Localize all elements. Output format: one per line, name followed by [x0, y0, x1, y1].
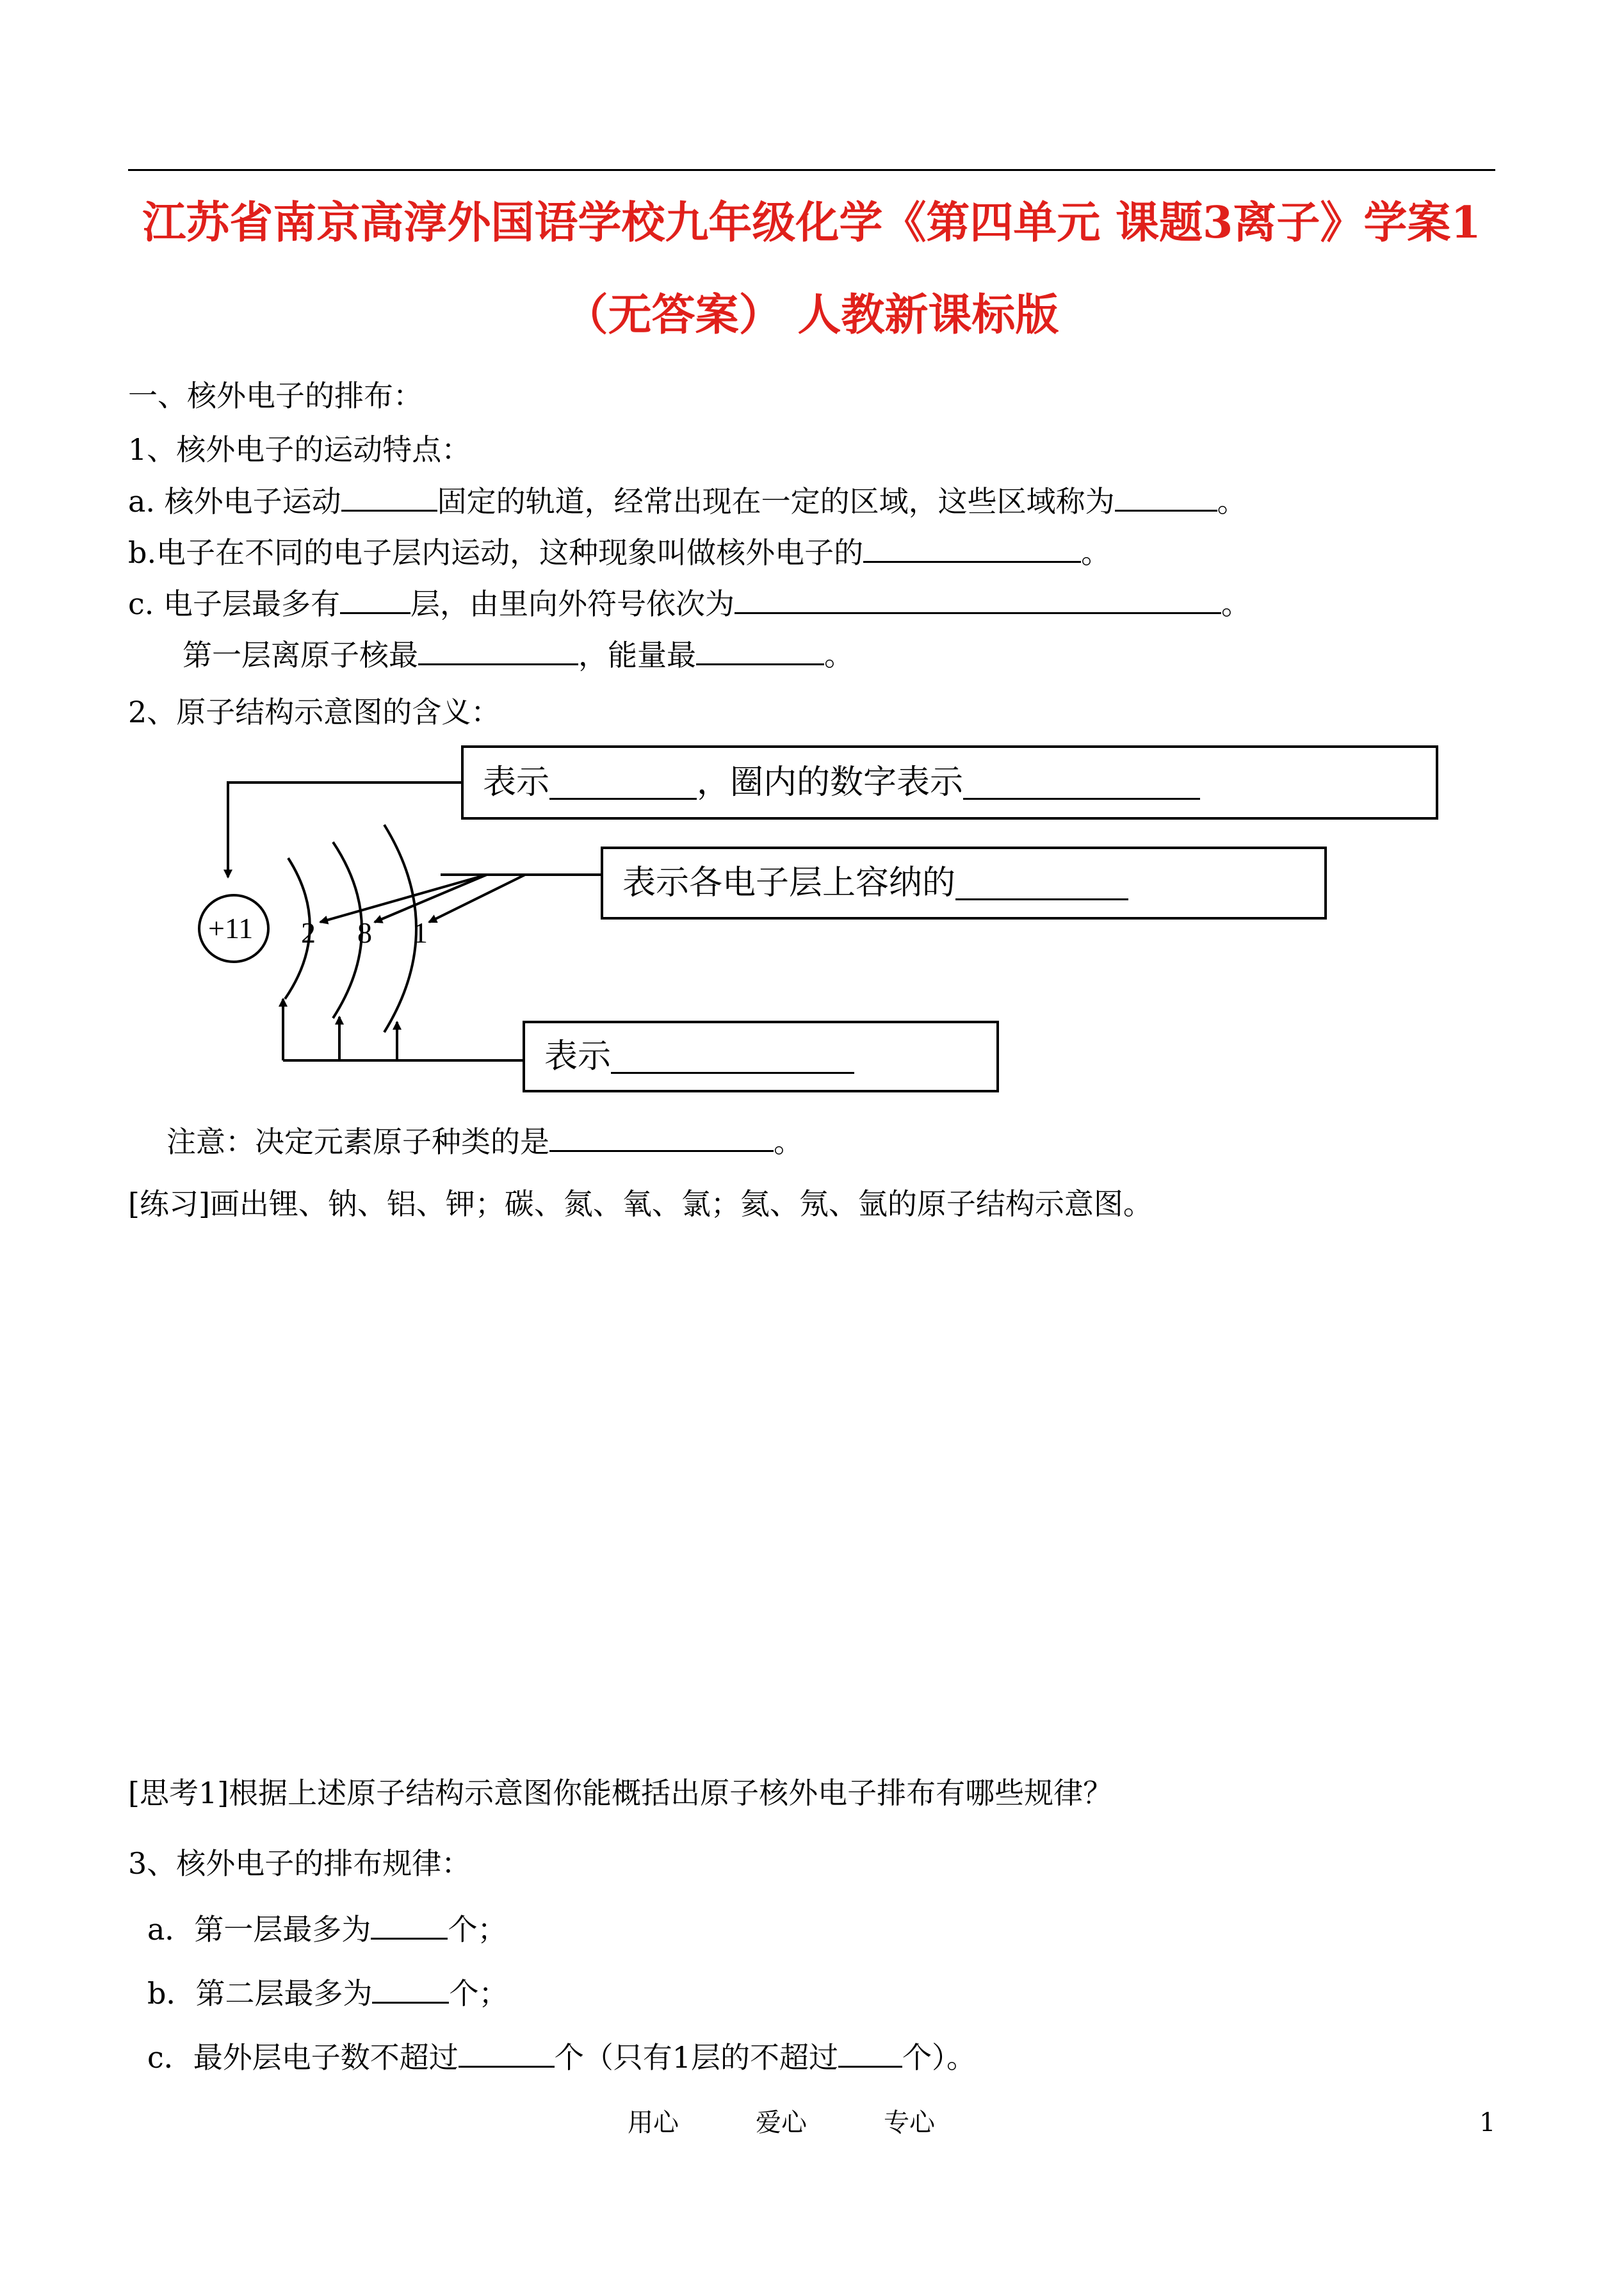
item1-c-end: 。: [1221, 587, 1251, 621]
shell3-count: 1: [413, 916, 428, 949]
rule-b-end: 个；: [449, 1976, 508, 2011]
practice-line: [练习]画出锂、钠、铝、钾；碳、氮、氧、氯；氦、氖、氩的原子结构示意图。: [128, 1187, 1153, 1221]
box1-label-a: 表示: [483, 763, 550, 802]
blank-rule-a[interactable]: [371, 1908, 448, 1940]
page-number: 1: [1479, 2108, 1496, 2137]
item1-c-mid: 层，由里向外符号依次为: [410, 587, 735, 621]
box1-label-b: ，圈内的数字表示: [697, 763, 964, 802]
item1-c2-prefix: 第一层离原子核最: [183, 638, 418, 672]
blank-rule-b[interactable]: [372, 1972, 449, 2004]
rule-c: [147, 2036, 976, 2077]
box3-label: 表示: [544, 1037, 612, 1076]
item2-heading: 2、原子结构示意图的含义：: [128, 695, 501, 729]
rule-b: [147, 1972, 508, 2013]
blank-note[interactable]: [549, 1121, 774, 1152]
note-end: 。: [774, 1124, 803, 1159]
shell2-count: 8: [357, 916, 372, 949]
box2-label: 表示各电子层上容纳的: [622, 864, 956, 902]
think-line: [思考1]根据上述原子结构示意图你能概括出原子核外电子排布有哪些规律？: [128, 1776, 1113, 1810]
arrow-to-shell3-electrons: [429, 875, 525, 922]
rule-b-prefix: b．第二层最多为: [147, 1976, 373, 2011]
note-line: [166, 1121, 803, 1161]
blank-rule-c2[interactable]: [838, 2036, 902, 2068]
shell1-count: 2: [301, 916, 316, 949]
nucleus-charge: +11: [208, 912, 254, 945]
shell-arc-3: [384, 825, 416, 1032]
rule-c-prefix: c．最外层电子数不超过: [147, 2040, 459, 2075]
arrow-to-shell2-electrons: [375, 875, 487, 922]
footer-slogan-2: 爱心: [756, 2108, 807, 2137]
item1-c2-mid: ，能量最: [578, 638, 696, 672]
blank-rule-c1[interactable]: [459, 2036, 555, 2068]
rule-a: [147, 1908, 507, 1949]
item1-b-prefix: b.电子在不同的电子层内运动，这种现象叫做核外电子的: [128, 535, 864, 570]
item1-c-prefix: c. 电子层最多有: [128, 587, 341, 621]
page-title-line2: （无答案） 人教新课标版: [564, 289, 1059, 341]
footer-slogan-3: 专心: [884, 2108, 935, 2137]
item1-a-end: 。: [1217, 484, 1247, 519]
section1-heading: 一、核外电子的排布：: [128, 378, 423, 413]
item1-heading: 1、核外电子的运动特点：: [128, 432, 471, 467]
arrow-to-shell1-electrons: [320, 875, 487, 922]
rule-a-prefix: a．第一层最多为: [147, 1912, 371, 1947]
item1-a-prefix: a. 核外电子运动: [128, 484, 341, 519]
footer-slogan-1: 用心: [628, 2108, 679, 2137]
rule-c-mid: 个（只有1层的不超过: [554, 2040, 839, 2075]
rules-heading: 3、核外电子的排布规律：: [128, 1846, 471, 1881]
item1-a-mid: 固定的轨道，经常出现在一定的区域，这些区域称为: [437, 484, 1115, 519]
page-title-line1: 江苏省南京高淳外国语学校九年级化学《第四单元 课题3离子》学案1: [142, 197, 1481, 248]
item1-c2-end: 。: [824, 638, 854, 672]
rule-c-end: 个）。: [902, 2040, 977, 2075]
rule-a-end: 个；: [448, 1912, 507, 1947]
item1-b-end: 。: [1081, 535, 1111, 570]
note-prefix: 注意：决定元素原子种类的是: [166, 1124, 549, 1159]
